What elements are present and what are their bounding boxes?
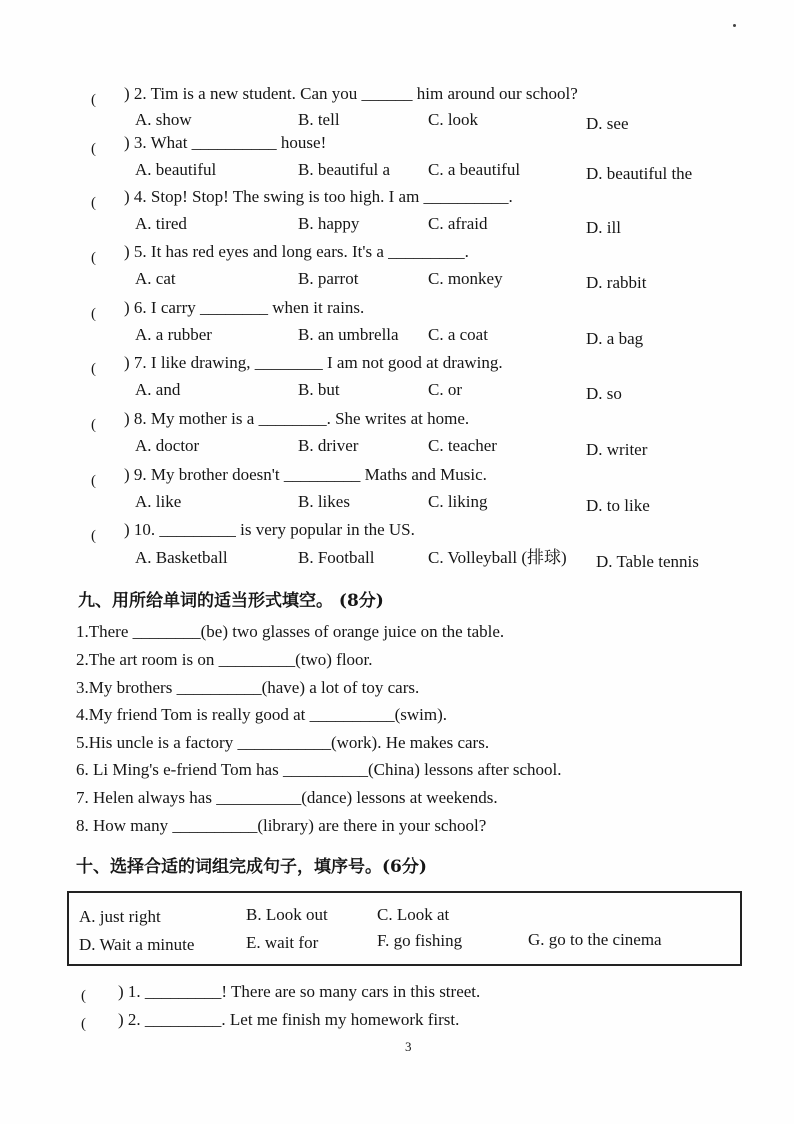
fill-item-8: 8. How many __________(library) are there in your school? <box>76 816 487 835</box>
answer-paren: ( <box>91 361 96 377</box>
option-d: D. writer <box>586 440 648 459</box>
phrase-b: B. Look out <box>246 905 328 924</box>
question-stem: ) 3. What __________ house! <box>124 133 327 152</box>
option-a: A. and <box>135 380 181 399</box>
question-stem: ) 5. It has red eyes and long ears. It's a _________. <box>124 242 469 261</box>
answer-paren: ( <box>91 528 96 544</box>
answer-paren: ( <box>91 250 96 266</box>
option-a: A. a rubber <box>135 325 212 344</box>
option-c: C. or <box>428 380 462 399</box>
option-c: C. liking <box>428 492 488 511</box>
phrase-f: F. go fishing <box>377 931 463 950</box>
option-c: C. Volleyball (排球) <box>428 548 567 567</box>
answer-paren: ( <box>91 92 96 108</box>
answer-paren: ( <box>91 417 96 433</box>
section-10-item-1: ) 1. _________! There are so many cars in this street. <box>118 982 481 1001</box>
question-stem: ) 9. My brother doesn't _________ Maths and Music. <box>124 465 487 484</box>
fill-item-7: 7. Helen always has __________(dance) lessons at weekends. <box>76 788 498 807</box>
option-d: D. see <box>586 114 629 133</box>
option-b: B. tell <box>298 110 340 129</box>
question-stem: ) 8. My mother is a ________. She writes at home. <box>124 409 470 428</box>
answer-paren: ( <box>81 1016 86 1032</box>
option-d: D. so <box>586 384 622 403</box>
option-b: B. an umbrella <box>298 325 399 344</box>
option-c: C. look <box>428 110 479 129</box>
option-d: D. ill <box>586 218 621 237</box>
option-b: B. but <box>298 380 340 399</box>
question-stem: ) 10. _________ is very popular in the US. <box>124 520 415 539</box>
phrase-g: G. go to the cinema <box>528 930 662 949</box>
option-c: C. teacher <box>428 436 497 455</box>
option-a: A. like <box>135 492 182 511</box>
option-c: C. a beautiful <box>428 160 521 179</box>
answer-paren: ( <box>81 988 86 1004</box>
question-stem: ) 6. I carry ________ when it rains. <box>124 298 365 317</box>
option-a: A. Basketball <box>135 548 228 567</box>
option-c: C. a coat <box>428 325 488 344</box>
option-d: D. Table tennis <box>596 552 699 571</box>
section-10-item-2: ) 2. _________. Let me finish my homework first. <box>118 1010 460 1029</box>
section-9-heading: 九、用所给单词的适当形式填空。 (8分) <box>78 591 384 611</box>
option-d: D. to like <box>586 496 650 515</box>
option-b: B. driver <box>298 436 359 455</box>
phrase-c: C. Look at <box>377 905 450 924</box>
option-b: B. happy <box>298 214 360 233</box>
option-a: A. doctor <box>135 436 200 455</box>
page-number: 3 <box>405 1039 412 1054</box>
scan-dot <box>733 24 736 27</box>
question-stem: ) 7. I like drawing, ________ I am not good at drawing. <box>124 353 503 372</box>
answer-paren: ( <box>91 473 96 489</box>
fill-item-5: 5.His uncle is a factory ___________(work). He makes cars. <box>76 733 490 752</box>
option-a: A. tired <box>135 214 187 233</box>
fill-item-4: 4.My friend Tom is really good at __________(swim). <box>76 705 448 724</box>
option-b: B. likes <box>298 492 350 511</box>
option-a: A. show <box>135 110 192 129</box>
phrase-a: A. just right <box>79 907 161 926</box>
fill-item-1: 1.There ________(be) two glasses of orange juice on the table. <box>76 622 505 641</box>
phrase-e: E. wait for <box>246 933 319 952</box>
option-c: C. afraid <box>428 214 488 233</box>
option-c: C. monkey <box>428 269 503 288</box>
question-stem: ) 4. Stop! Stop! The swing is too high. I am __________. <box>124 187 513 206</box>
option-b: B. beautiful a <box>298 160 391 179</box>
fill-item-6: 6. Li Ming's e-friend Tom has __________(China) lessons after school. <box>76 760 562 779</box>
option-d: D. rabbit <box>586 273 647 292</box>
answer-paren: ( <box>91 195 96 211</box>
option-a: A. beautiful <box>135 160 217 179</box>
question-stem: ) 2. Tim is a new student. Can you ______ him around our school? <box>124 84 578 103</box>
section-10-heading: 十、选择合适的词组完成句子，填序号。(6分) <box>76 857 427 877</box>
fill-item-3: 3.My brothers __________(have) a lot of toy cars. <box>76 678 420 697</box>
option-a: A. cat <box>135 269 176 288</box>
answer-paren: ( <box>91 141 96 157</box>
option-d: D. a bag <box>586 329 644 348</box>
fill-item-2: 2.The art room is on _________(two) floor. <box>76 650 373 669</box>
option-b: B. Football <box>298 548 375 567</box>
option-b: B. parrot <box>298 269 359 288</box>
option-d: D. beautiful the <box>586 164 693 183</box>
phrase-box <box>67 891 742 966</box>
answer-paren: ( <box>91 306 96 322</box>
phrase-d: D. Wait a minute <box>79 935 195 954</box>
